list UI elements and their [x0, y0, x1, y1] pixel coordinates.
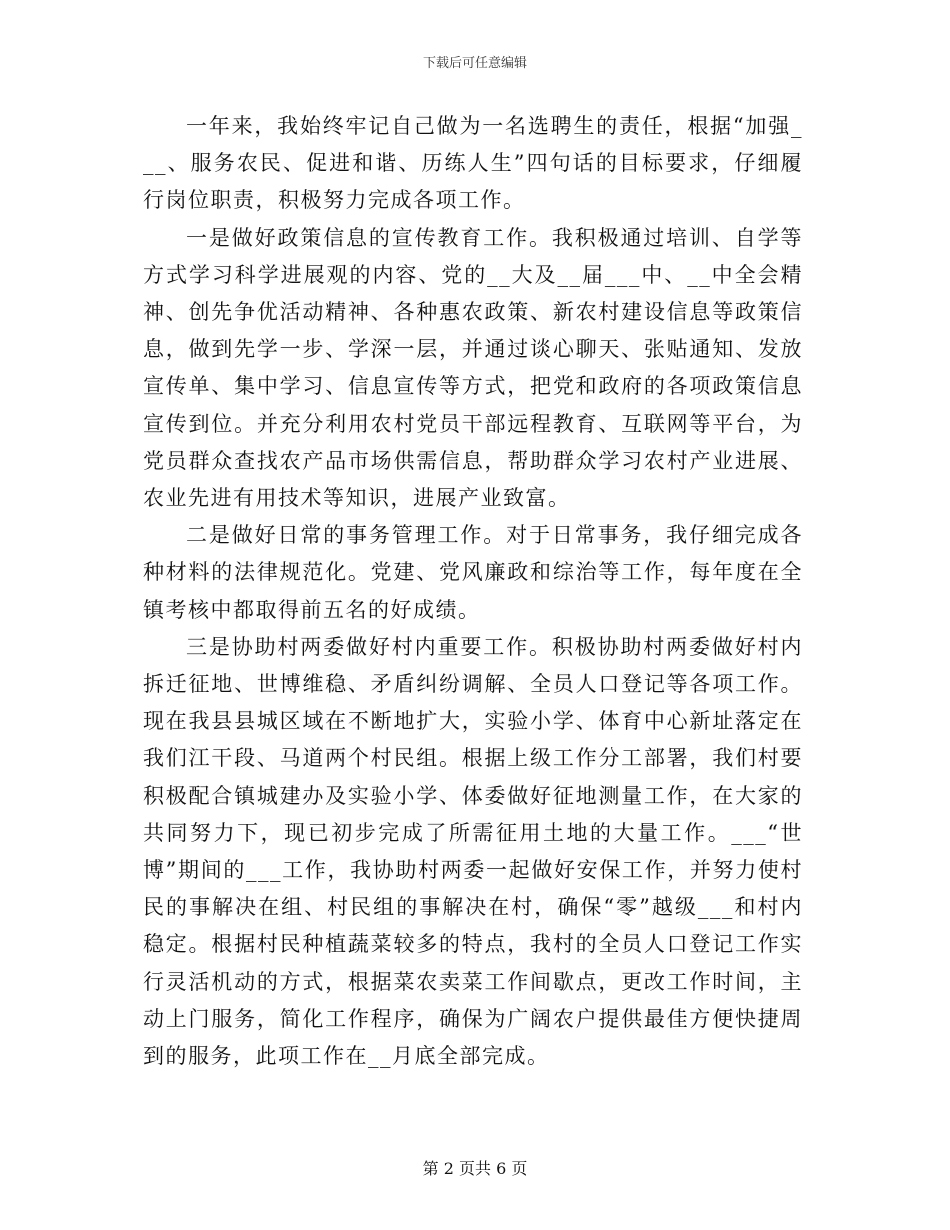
paragraph-daily-affairs: 二是做好日常的事务管理工作。对于日常事务，我仔细完成各种材料的法律规范化。党建、党风廉政和综治等工作，每年度在全镇考核中都取得前五名的好成绩。 [143, 523, 803, 622]
page-header: 下载后可任意编辑 [422, 56, 527, 71]
page-footer: 第 2 页共 6 页 [422, 1159, 528, 1178]
paragraph-intro: 一年来，我始终牢记自己做为一名选聘生的责任，根据“加强___、服务农民、促进和谐、历练人生”四句话的目标要求，仔细履行岗位职责，积极努力完成各项工作。 [143, 114, 803, 213]
paragraph-village-work: 三是协助村两委做好村内重要工作。积极协助村两委做好村内拆迁征地、世博维稳、矛盾纠纷调解、全员人口登记等各项工作。现在我县县城区域在不断地扩大，实验小学、体育中心新址落定在我们江干段、马道两个村民组。根据上级工作分工部署，我们村要积极配合镇城建办及实验小学、体委做好征地测量工作，在大家的共同努力下，现已初步完成了所需征用土地的大量工作。___“世博”期间的___工作，我协助村两委一起做好安保工作，并努力使村民的事解决在组、村民组的事解决在村，确保“零”越级___和村内稳定。根据村民种植蔬菜较多的特点，我村的全员人口登记工作实行灵活机动的方式，根据菜农卖菜工作间歇点，更改工作时间，主动上门服务，简化工作程序，确保为广阔农户提供最佳方便快捷周到的服务，此项工作在__月底全部完成。 [143, 634, 803, 1069]
paragraph-policy-publicity: 一是做好政策信息的宣传教育工作。我积极通过培训、自学等方式学习科学进展观的内容、党的__大及__届___中、__中全会精神、创先争优活动精神、各种惠农政策、新农村建设信息等政策信息，做到先学一步、学深一层，并通过谈心聊天、张贴通知、发放宣传单、集中学习、信息宣传等方式，把党和政府的各项政策信息宣传到位。并充分利用农村党员干部远程教育、互联网等平台，为党员群众查找农产品市场供需信息，帮助群众学习农村产业进展、农业先进有用技术等知识，进展产业致富。 [143, 225, 803, 511]
document-body [143, 108, 803, 1075]
